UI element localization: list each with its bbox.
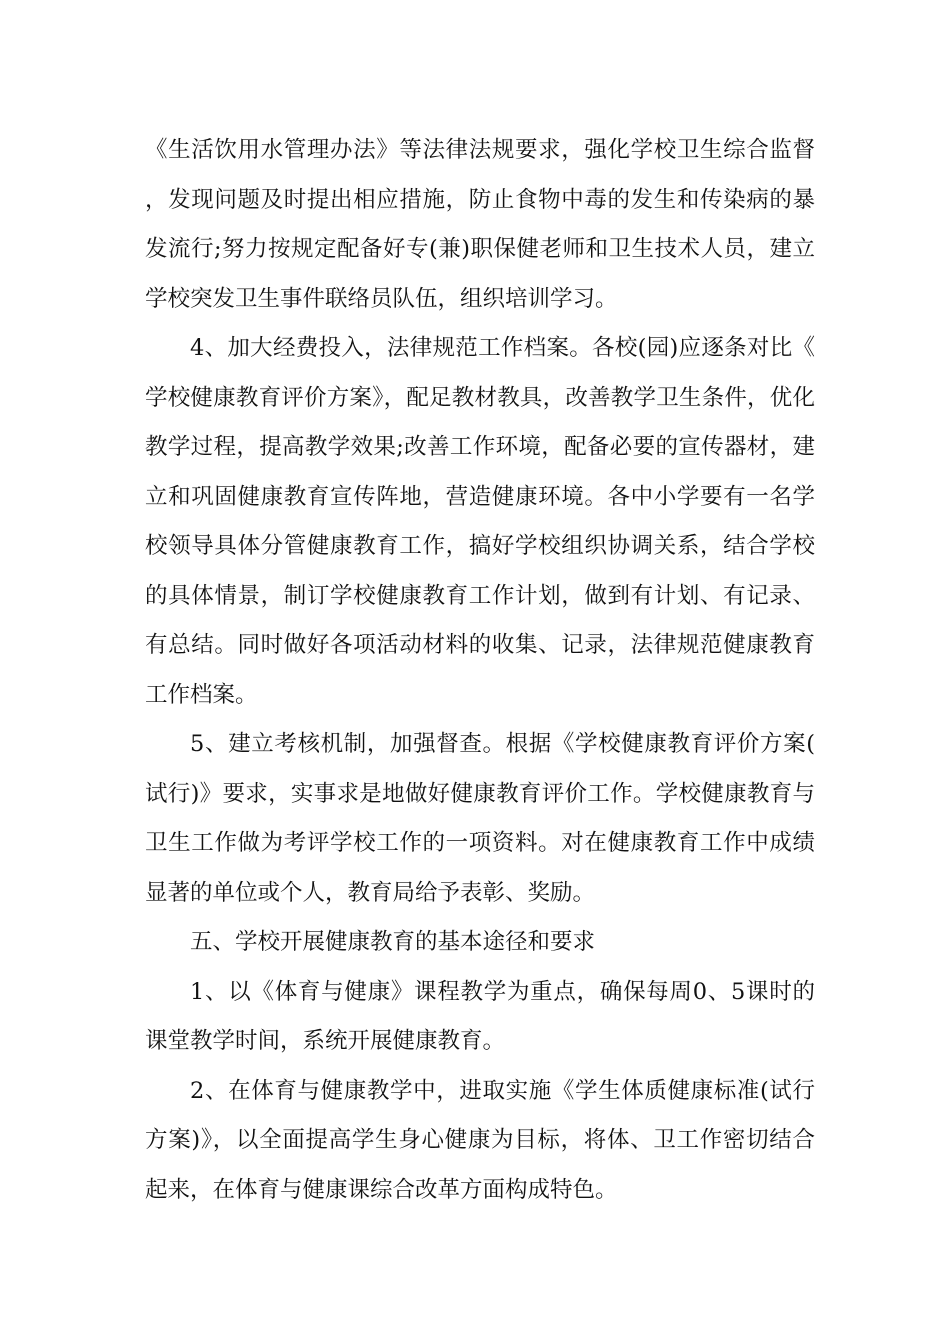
paragraph-item-1: 1、以《体育与健康》课程教学为重点，确保每周0、5课时的课堂教学时间，系统开展健康教育。	[145, 978, 815, 1054]
section-heading-five: 五、学校开展健康教育的基本途径和要求	[190, 929, 596, 955]
paragraph-item-4: 4、加大经费投入，法律规范工作档案。各校(园)应逐条对比《学校健康教育评价方案》，配足教材教具，改善教学卫生条件，优化教学过程，提高教学效果;改善工作环境，配备必要的宣传器材，建立和巩固健康教育宣传阵地，营造健康环境。各中小学要有一名学校领导具体分管健康教育工作，搞好学校组织协调关系，结合学校的具体情景，制订学校健康教育工作计划，做到有计划、有记录、有总结。同时做好各项活动材料的收集、记录，法律规范健康教育工作档案。	[145, 335, 815, 708]
document-body	[145, 126, 815, 1215]
paragraph-item-2: 2、在体育与健康教学中，进取实施《学生体质健康标准(试行方案)》，以全面提高学生身心健康为目标，将体、卫工作密切结合起来，在体育与健康课综合改革方面构成特色。	[145, 1077, 815, 1203]
paragraph-item-5: 5、建立考核机制，加强督查。根据《学校健康教育评价方案(试行)》要求，实事求是地做好健康教育评价工作。学校健康教育与卫生工作做为考评学校工作的一项资料。对在健康教育工作中成绩显著的单位或个人，教育局给予表彰、奖励。	[145, 731, 815, 906]
paragraph-continuation: 《生活饮用水管理办法》等法律法规要求，强化学校卫生综合监督，发现问题及时提出相应措施，防止食物中毒的发生和传染病的暴发流行;努力按规定配备好专(兼)职保健老师和卫生技术人员，建立学校突发卫生事件联络员队伍，组织培训学习。	[145, 137, 815, 312]
